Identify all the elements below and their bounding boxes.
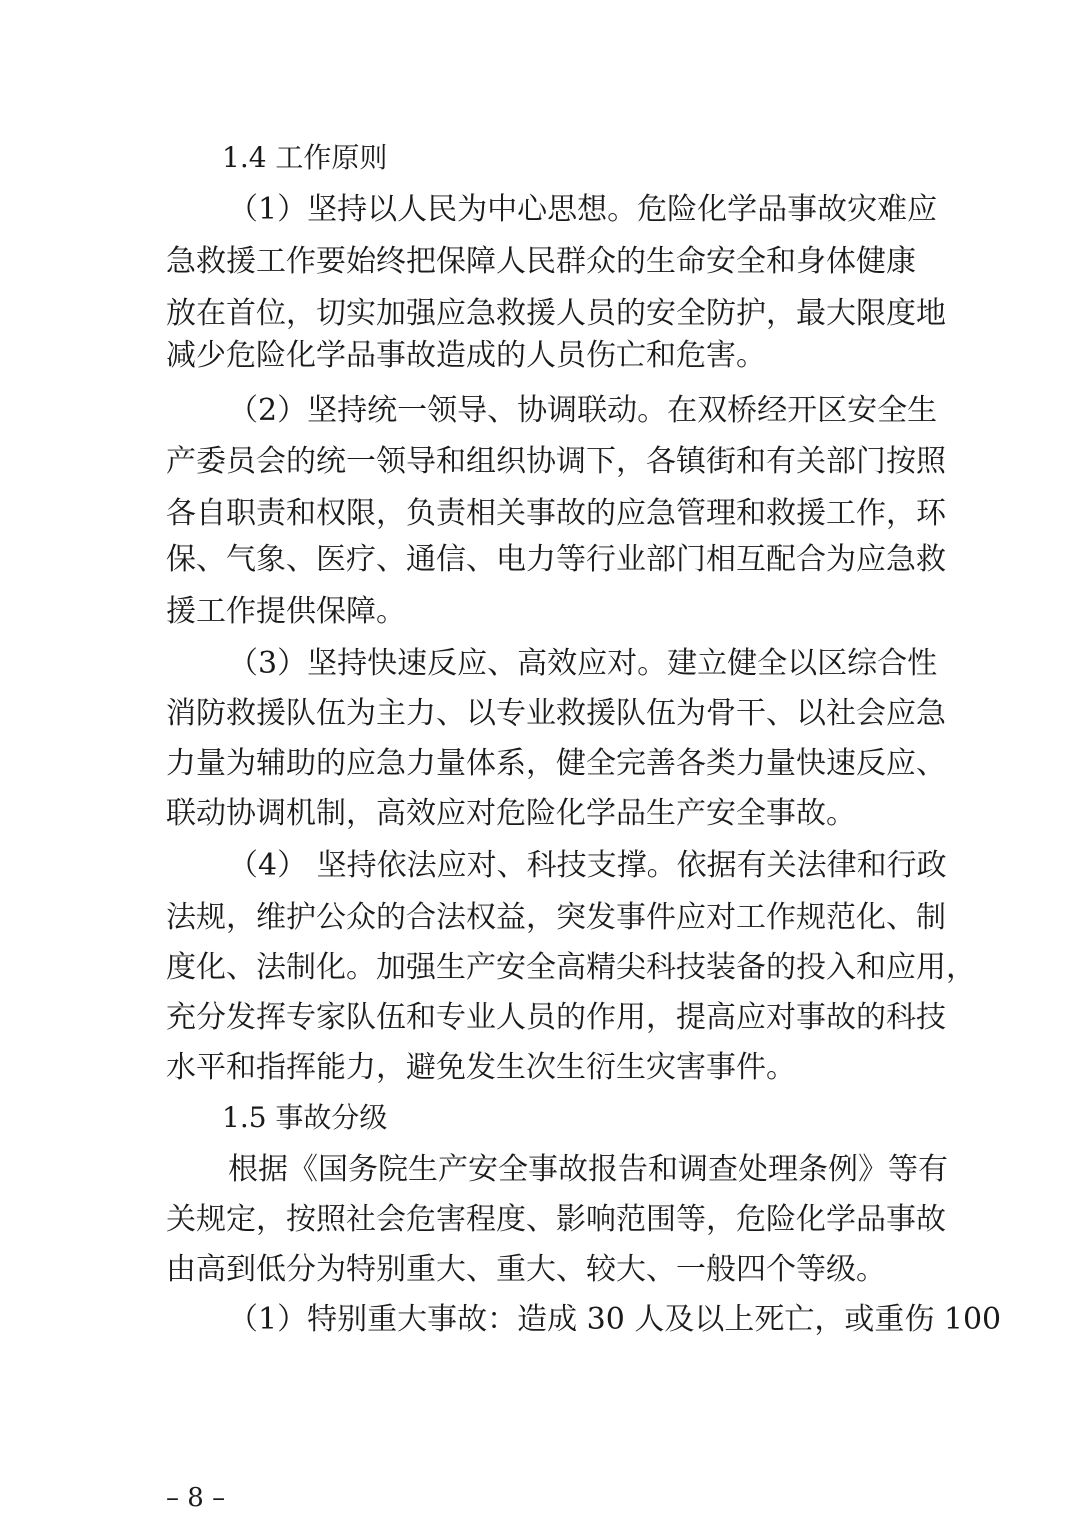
paragraph-line: 各自职责和权限，负责相关事故的应急管理和救援工作，环 — [166, 496, 946, 531]
section-heading-1-4: 1.4 工作原则 — [222, 141, 388, 174]
paragraph-line: （3）坚持快速反应、高效应对。建立健全以区综合性 — [228, 646, 938, 681]
paragraph-line: 法规，维护公众的合法权益，突发事件应对工作规范化、制 — [166, 900, 946, 935]
paragraph-line: 援工作提供保障。 — [166, 594, 406, 629]
paragraph-line: （1）坚持以人民为中心思想。危险化学品事故灾难应 — [228, 192, 938, 227]
paragraph-line: 度化、法制化。加强生产安全高精尖科技装备的投入和应用， — [166, 950, 976, 985]
paragraph-line: 水平和指挥能力，避免发生次生衍生灾害事件。 — [166, 1050, 796, 1085]
paragraph-line: 根据《国务院生产安全事故报告和调查处理条例》等有 — [228, 1152, 948, 1187]
paragraph-line: （2）坚持统一领导、协调联动。在双桥经开区安全生 — [228, 393, 938, 428]
paragraph-line: 联动协调机制，高效应对危险化学品生产安全事故。 — [166, 796, 856, 831]
paragraph-line: （4） 坚持依法应对、科技支撑。依据有关法律和行政 — [228, 848, 947, 883]
page-number: – 8 – — [166, 1483, 226, 1513]
paragraph-line: 保、气象、医疗、通信、电力等行业部门相互配合为应急救 — [166, 542, 946, 577]
paragraph-line: 减少危险化学品事故造成的人员伤亡和危害。 — [166, 338, 766, 373]
paragraph-line: 急救援工作要始终把保障人民群众的生命安全和身体健康 — [166, 244, 916, 279]
paragraph-line: （1）特别重大事故：造成 30 人及以上死亡，或重伤 100 — [228, 1302, 1002, 1337]
paragraph-line: 力量为辅助的应急力量体系，健全完善各类力量快速反应、 — [166, 746, 946, 781]
section-heading-1-5: 1.5 事故分级 — [222, 1101, 388, 1134]
paragraph-line: 消防救援队伍为主力、以专业救援队伍为骨干、以社会应急 — [166, 696, 946, 731]
paragraph-line: 充分发挥专家队伍和专业人员的作用，提高应对事故的科技 — [166, 1000, 946, 1035]
paragraph-line: 产委员会的统一领导和组织协调下，各镇街和有关部门按照 — [166, 444, 946, 479]
paragraph-line: 关规定，按照社会危害程度、影响范围等，危险化学品事故 — [166, 1202, 946, 1237]
paragraph-line: 放在首位，切实加强应急救援人员的安全防护，最大限度地 — [166, 296, 946, 331]
paragraph-line: 由高到低分为特别重大、重大、较大、一般四个等级。 — [166, 1252, 886, 1287]
